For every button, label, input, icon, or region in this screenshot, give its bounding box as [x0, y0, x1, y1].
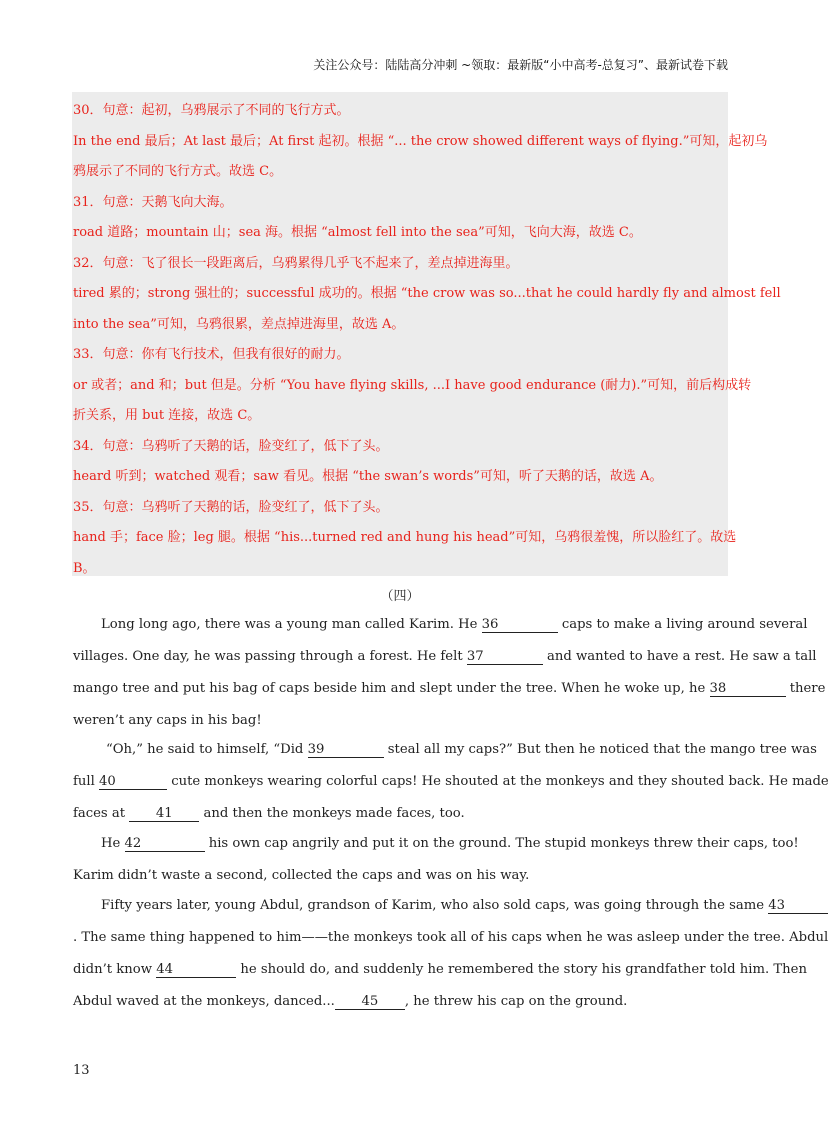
passage-text: Long long ago, there was a young man called Karim. He — [101, 617, 478, 632]
passage-text: and then the monkeys made faces, too. — [203, 806, 465, 821]
answer-line: 35．句意：乌鸦听了天鹅的话，脸变红了，低下了头。 — [73, 500, 389, 515]
passage-text: didn’t know — [73, 962, 152, 977]
passage-text: villages. One day, he was passing through a forest. He felt — [73, 649, 463, 664]
blank-43[interactable]: 43 — [768, 899, 828, 914]
answer-line: 33．句意：你有飞行技术，但我有很好的耐力。 — [73, 347, 350, 362]
answer-line: into the sea”可知，乌鸦很累，差点掉进海里，故选 A。 — [73, 317, 405, 332]
passage-text: steal all my caps?” But then he noticed that the mango tree was — [387, 742, 817, 757]
passage-text: his own cap angrily and put it on the ground. The stupid monkeys threw their caps, too! — [208, 836, 799, 851]
passage-text: caps to make a living around several — [561, 617, 808, 632]
passage-text: , he threw his cap on the ground. — [404, 994, 628, 1009]
page-number: 13 — [73, 1063, 90, 1078]
passage-text: there — [789, 681, 826, 696]
blank-42[interactable]: 42 — [125, 837, 205, 852]
answer-line: 鸦展示了不同的飞行方式。故选 C。 — [73, 164, 283, 179]
passage-line — [73, 806, 728, 822]
page-header: 关注公众号：陆陆高分冲刺 ~领取：最新版“小中高考-总复习”、最新试卷下载 — [313, 58, 728, 72]
passage-line — [73, 649, 817, 665]
passage-text: mango tree and put his bag of caps beside him and slept under the tree. When he woke up, he — [73, 681, 706, 696]
passage-text: and wanted to have a rest. He saw a tall — [547, 649, 817, 664]
answer-line: 32．句意：飞了很长一段距离后，乌鸦累得几乎飞不起来了，差点掉进海里。 — [73, 256, 519, 271]
passage-text: he should do, and suddenly he remembered the story his grandfather told him. Then — [240, 962, 807, 977]
answer-line: hand 手；face 脸；leg 腿。根据 “his...turned red and hung his head”可知，乌鸦很羞愧，所以脸红了。故选 — [73, 530, 737, 545]
blank-45[interactable]: 45 — [335, 995, 405, 1010]
blank-37[interactable]: 37 — [467, 650, 543, 665]
section-heading: （四） — [380, 589, 420, 604]
blank-39[interactable]: 39 — [308, 743, 384, 758]
blank-44[interactable]: 44 — [156, 963, 236, 978]
passage-line — [73, 774, 829, 790]
answer-line: 31．句意：天鹅飞向大海。 — [73, 195, 233, 210]
answer-line: B。 — [73, 561, 96, 576]
blank-41[interactable]: 41 — [129, 807, 199, 822]
answer-line: 30．句意：起初，乌鸦展示了不同的飞行方式。 — [73, 103, 350, 118]
answer-line: or 或者；and 和；but 但是。分析 “You have flying skills, ...I have good endurance (耐力).”可知，前后构成转 — [73, 378, 752, 393]
passage-line — [73, 994, 728, 1010]
passage-line: weren’t any caps in his bag! — [73, 713, 262, 728]
passage-line — [106, 742, 817, 758]
answer-line: 34．句意：乌鸦听了天鹅的话，脸变红了，低下了头。 — [73, 439, 389, 454]
passage-text: cute monkeys wearing colorful caps! He shouted at the monkeys and they shouted back. He made — [171, 774, 829, 789]
passage-text: Fifty years later, young Abdul, grandson of Karim, who also sold caps, was going through the same — [101, 898, 765, 913]
answer-line: In the end 最后；At last 最后；At first 起初。根据 “... the crow showed different ways of flying.”可知，起初乌 — [73, 134, 768, 149]
passage-text: “Oh,” he said to himself, “Did — [106, 742, 304, 757]
passage-line — [73, 681, 826, 697]
passage-line — [101, 836, 799, 852]
passage-line: Karim didn’t waste a second, collected the caps and was on his way. — [73, 868, 530, 883]
passage-text: Abdul waved at the monkeys, danced... — [73, 994, 335, 1009]
answer-line: tired 累的；strong 强壮的；successful 成功的。根据 “the crow was so...that he could hardly fly and almost fell — [73, 286, 781, 301]
passage-text: faces at — [73, 806, 126, 821]
answer-line: 折关系，用 but 连接，故选 C。 — [73, 408, 261, 423]
passage-line: . The same thing happened to him——the monkeys took all of his caps when he was asleep under the tree. Abdul — [73, 930, 829, 945]
passage-line — [73, 962, 807, 978]
blank-38[interactable]: 38 — [710, 682, 786, 697]
passage-text: He — [101, 836, 121, 851]
answer-line: road 道路；mountain 山；sea 海。根据 “almost fell into the sea”可知，飞向大海，故选 C。 — [73, 225, 642, 240]
blank-40[interactable]: 40 — [99, 775, 167, 790]
blank-36[interactable]: 36 — [482, 618, 558, 633]
passage-text: full — [73, 774, 95, 789]
passage-line — [101, 617, 808, 633]
answer-line: heard 听到；watched 观看；saw 看见。根据 “the swan’s words”可知，听了天鹅的话，故选 A。 — [73, 469, 663, 484]
passage-line — [101, 898, 786, 914]
